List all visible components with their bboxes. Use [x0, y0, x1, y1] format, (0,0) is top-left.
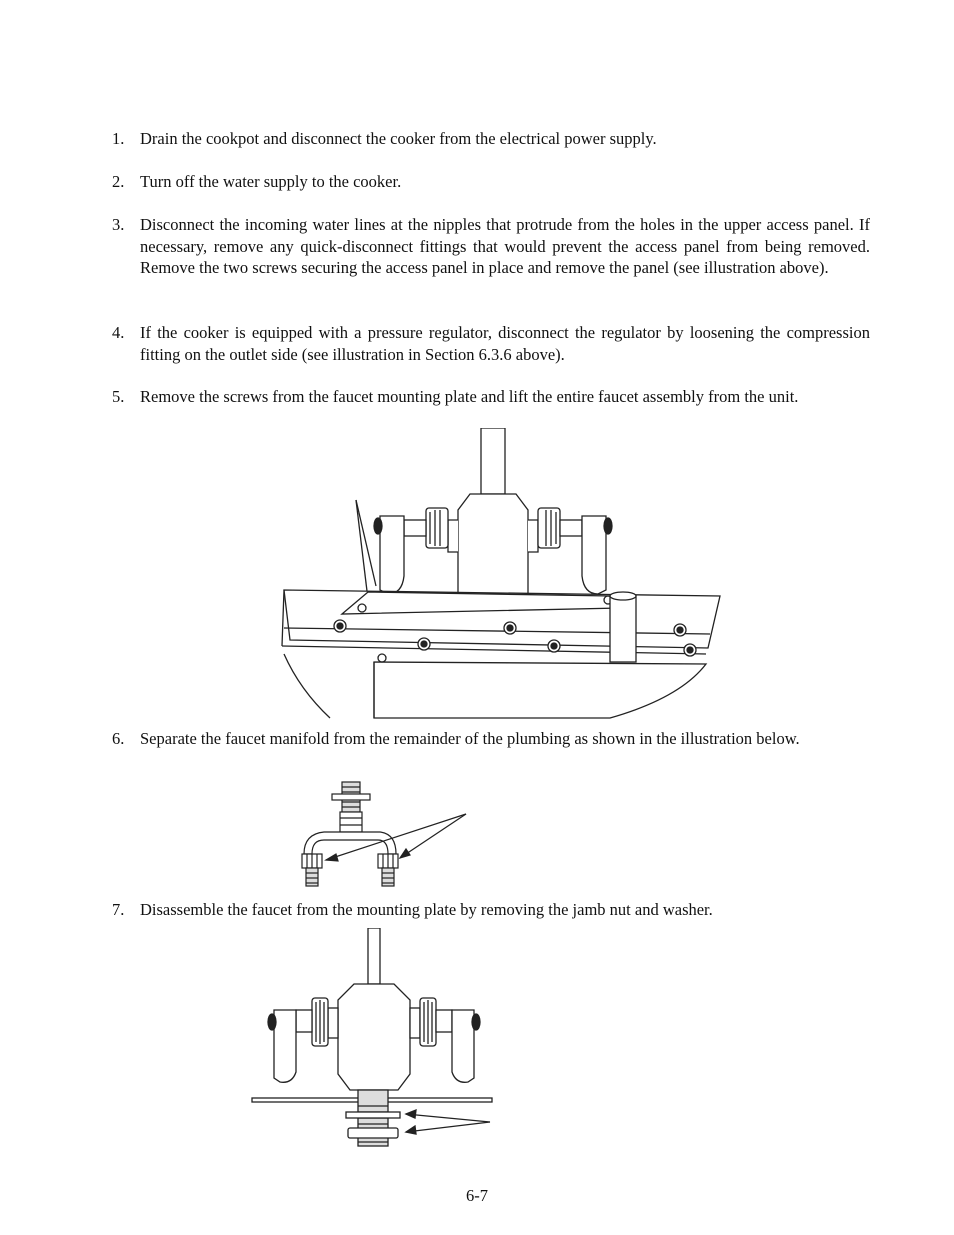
step-number: 5. — [112, 387, 125, 406]
faucet-jamb-nut-illustration — [248, 928, 498, 1150]
step-text: Disconnect the incoming water lines at the nipples that protrude from the holes in the upper access panel. If necessary, remove any quick-disconnect fittings that would prevent the access panel from being removed. Remove the two screws securing the access panel in place and remove the panel (see illustration above). — [140, 215, 870, 277]
step-2 — [112, 171, 870, 193]
step-number: 1. — [112, 129, 125, 148]
step-number: 6. — [112, 729, 125, 748]
step-number: 2. — [112, 172, 125, 191]
step-text: Drain the cookpot and disconnect the cooker from the electrical power supply. — [140, 129, 657, 148]
page-number: 6-7 — [466, 1186, 488, 1205]
faucet-manifold-illustration — [296, 778, 476, 890]
step-1 — [112, 128, 870, 150]
step-3 — [112, 214, 870, 279]
faucet-assembly-illustration — [270, 428, 730, 720]
step-7 — [112, 899, 870, 921]
step-5 — [112, 386, 870, 408]
step-text: If the cooker is equipped with a pressure regulator, disconnect the regulator by loosening the compression fitting on the outlet side (see illustration in Section 6.3.6 above). — [140, 323, 870, 364]
step-number: 7. — [112, 900, 125, 919]
step-text: Disassemble the faucet from the mounting plate by removing the jamb nut and washer. — [140, 900, 713, 919]
step-text: Turn off the water supply to the cooker. — [140, 172, 402, 191]
step-text: Separate the faucet manifold from the remainder of the plumbing as shown in the illustration below. — [140, 729, 800, 748]
step-number: 4. — [112, 323, 125, 342]
step-4 — [112, 322, 870, 365]
step-6 — [112, 728, 870, 750]
step-number: 3. — [112, 215, 125, 234]
step-text: Remove the screws from the faucet mounting plate and lift the entire faucet assembly from the unit. — [140, 387, 799, 406]
